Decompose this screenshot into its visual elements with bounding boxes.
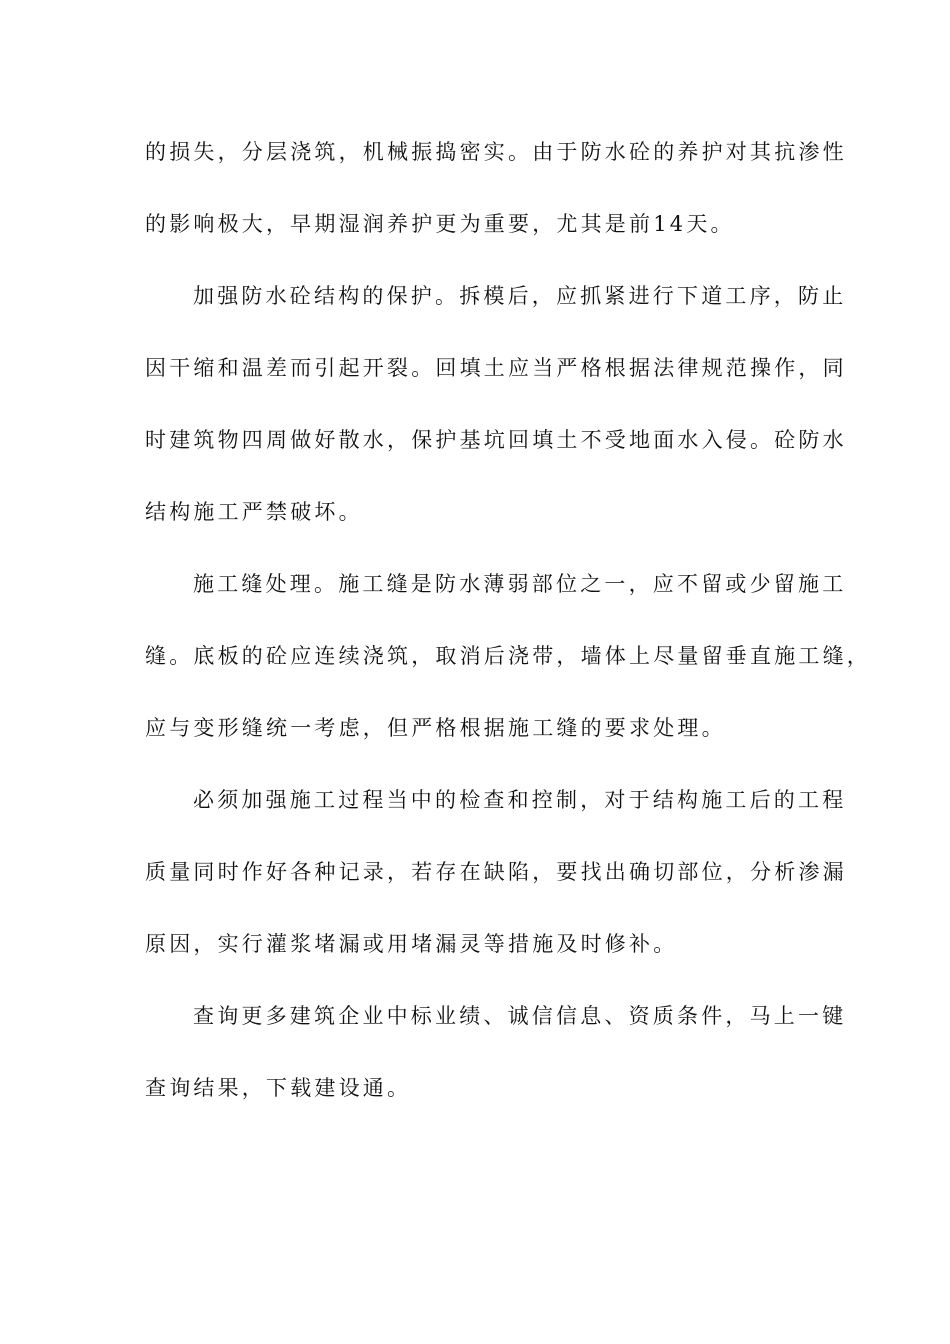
text-line: 时建筑物四周做好散水，保护基坑回填土不受地面水入侵。砼防水 xyxy=(145,428,847,452)
text-line: 加强防水砼结构的保护。拆模后，应抓紧进行下道工序，防止 xyxy=(193,284,847,308)
text-line: 应与变形缝统一考虑，但严格根据施工缝的要求处理。 xyxy=(145,716,726,740)
paragraph-promo xyxy=(145,980,847,1124)
text-line: 原因，实行灌浆堵漏或用堵漏灵等措施及时修补。 xyxy=(145,932,678,956)
text-line: 施工缝处理。施工缝是防水薄弱部位之一，应不留或少留施工 xyxy=(193,572,847,596)
paragraph-curing xyxy=(145,116,847,260)
text-line: 查询结果，下载建设通。 xyxy=(145,1076,412,1100)
text-line: 的损失，分层浇筑，机械振捣密实。由于防水砼的养护对其抗渗性 xyxy=(145,140,847,164)
text-line: 的影响极大，早期湿润养护更为重要，尤其是前14天。 xyxy=(145,212,735,236)
text-line: 结构施工严禁破坏。 xyxy=(145,500,363,524)
paragraph-construction-joints xyxy=(145,548,871,764)
paragraph-inspection-control xyxy=(145,764,847,980)
text-line: 因干缩和温差而引起开裂。回填土应当严格根据法律规范操作，同 xyxy=(145,356,847,380)
text-line: 质量同时作好各种记录，若存在缺陷，要找出确切部位，分析渗漏 xyxy=(145,860,847,884)
text-line: 必须加强施工过程当中的检查和控制，对于结构施工后的工程 xyxy=(193,788,847,812)
text-line: 查询更多建筑企业中标业绩、诚信信息、资质条件，马上一键 xyxy=(193,1004,847,1028)
text-line: 缝。底板的砼应连续浇筑，取消后浇带，墙体上尽量留垂直施工缝， xyxy=(145,644,871,668)
paragraph-structure-protection xyxy=(145,260,847,548)
